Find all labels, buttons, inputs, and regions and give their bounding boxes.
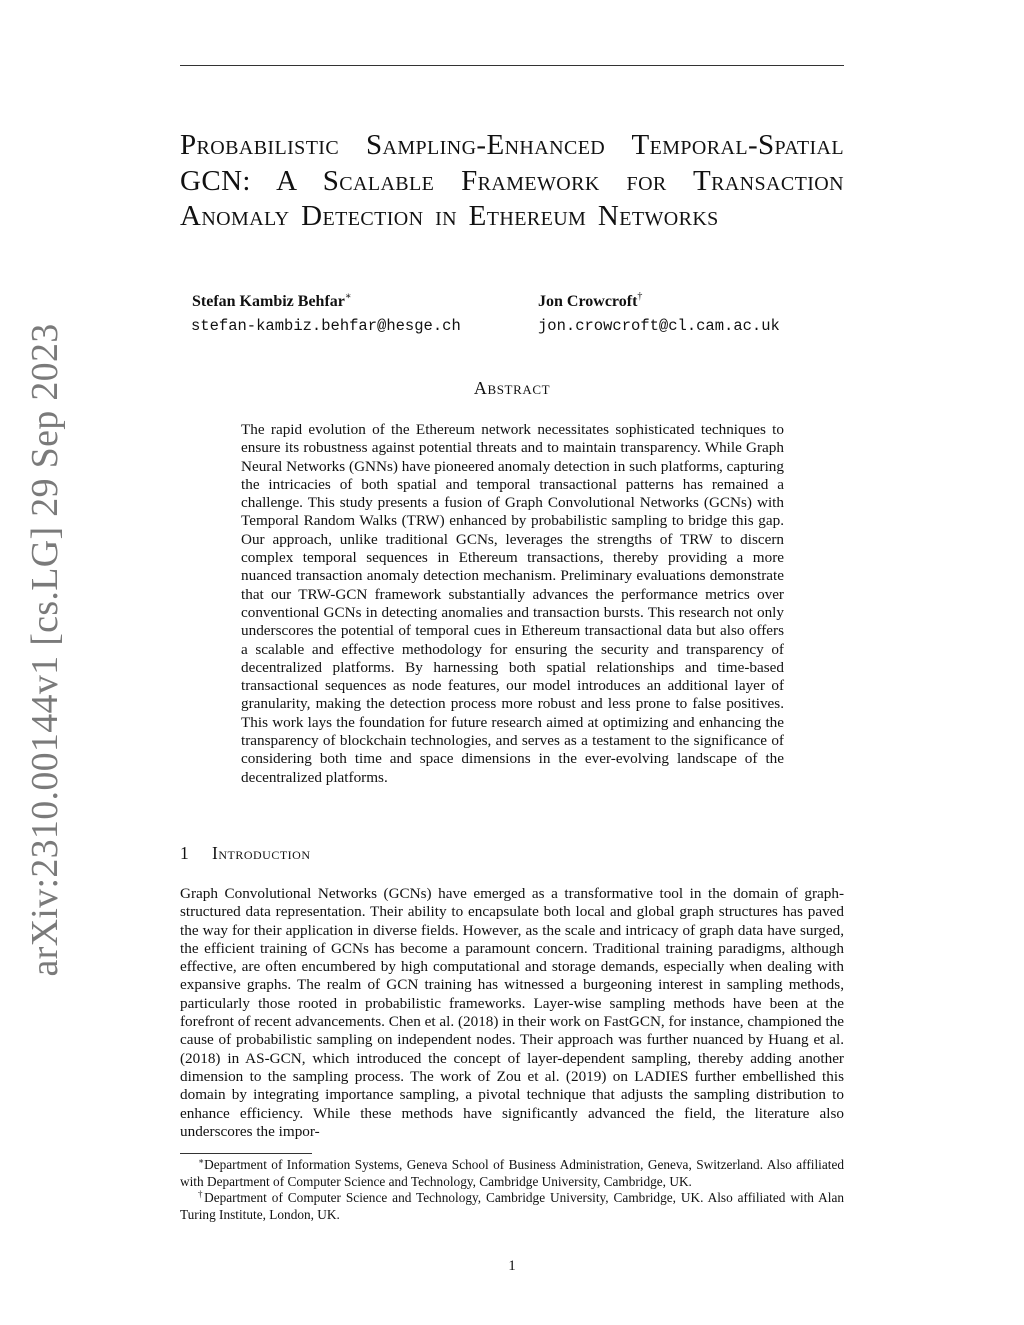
paper-title: Probabilistic Sampling-Enhanced Temporal-Spatial GCN: A Scalable Framework for Transaction Anomaly Detection in Ethereum Networks: [180, 129, 844, 232]
section-heading-introduction: [180, 843, 311, 864]
top-rule: [180, 65, 844, 66]
section-title: Introduction: [212, 843, 311, 863]
footnote-marker: ∗: [198, 1156, 205, 1166]
arxiv-identifier-text: arXiv:2310.00144v1 [cs.LG] 29 Sep 2023: [24, 323, 66, 977]
footnote-text: Department of Computer Science and Technology, Cambridge University, Cambridge, UK. Also affiliated with Alan Turing Institute, London, UK.: [180, 1190, 844, 1222]
footnote-affiliation-crowcroft: [180, 1190, 844, 1223]
footnotes: [180, 1157, 844, 1223]
author-name: Jon Crowcroft†: [538, 291, 643, 310]
author-email[interactable]: stefan-kambiz.behfar@hesge.ch: [191, 317, 461, 335]
footnote-text: Department of Information Systems, Geneva School of Business Administration, Geneva, Switzerland. Also affiliated with Department of Computer Science and Technology, Cambridge University, Cambridge, UK.: [180, 1157, 844, 1189]
footnote-affiliation-behfar: [180, 1157, 844, 1190]
introduction-text: Graph Convolutional Networks (GCNs) have emerged as a transformative tool in the domain of graph-structured data representation. Their ability to encapsulate both local and global graph structures has paved the way for their application in diverse fields. However, as the scale and intricacy of graph data have surged, the efficient training of GCNs has become a paramount concern. Traditional training paradigms, although effective, are often encumbered by high computational and storage demands, especially when dealing with expansive graphs. The realm of GCN training has witnessed a burgeoning interest in sampling methods, particularly those rooted in probabilistic frameworks. Layer-wise sampling methods have been at the forefront of recent advancements. Chen et al. (2018) in their work on FastGCN, for instance, championed the cause of probabilistic sampling on independent nodes. Their approach was further nuanced by Huang et al. (2018) in AS-GCN, which introduced the concept of layer-dependent sampling, thereby adding another dimension to the sampling process. The work of Zou et al. (2019) on LADIES further embellished this domain by integrating importance sampling, a pivotal technique that adjusts the sampling distribution to enhance efficiency. While these methods have significantly advanced the field, the literature also underscores the impor-: [180, 885, 844, 1140]
author-block-crowcroft: [538, 292, 780, 337]
author-email[interactable]: jon.crowcroft@cl.cam.ac.uk: [538, 317, 780, 335]
footnote-rule: [180, 1153, 312, 1154]
section-number: 1: [180, 843, 190, 863]
abstract-heading: Abstract: [473, 378, 551, 398]
author-block-behfar: [192, 292, 461, 337]
footnote-marker: †: [198, 1189, 205, 1199]
author-name: Stefan Kambiz Behfar∗: [192, 291, 352, 310]
abstract-text: The rapid evolution of the Ethereum network necessitates sophisticated techniques to ensure its robustness against potential threats and to maintain transparency. While Graph Neural Networks (GNNs) have pioneered anomaly detection in such platforms, capturing the intricacies of both spatial and temporal transactional patterns has remained a challenge. This study presents a fusion of Graph Convolutional Networks (GCNs) with Temporal Random Walks (TRW) enhanced by probabilistic sampling to bridge this gap. Our approach, unlike traditional GCNs, leverages the strengths of TRW to discern complex temporal sequences in Ethereum transactions, thereby providing a more nuanced transaction anomaly detection mechanism. Preliminary evaluations demonstrate that our TRW-GCN framework substantially advances the performance metrics over conventional GCNs in detecting anomalies and transaction bursts. This research not only underscores the potential of temporal cues in Ethereum transactional data but also offers a scalable and effective methodology for ensuring the security and transparency of decentralized platforms. By harnessing both spatial relationships and time-based transactional sequences as node features, our model introduces an additional layer of granularity, making the detection process more robust and less prone to false positives. This work lays the foundation for future research aimed at optimizing and enhancing the transparency of blockchain technologies, and serves as a testament to the significance of considering both time and space dimensions in the ever-evolving landscape of the decentralized platforms.: [241, 421, 784, 786]
footnote-marker: ∗: [344, 291, 352, 302]
page-number: 1: [508, 1258, 516, 1274]
footnote-marker: †: [637, 291, 643, 302]
